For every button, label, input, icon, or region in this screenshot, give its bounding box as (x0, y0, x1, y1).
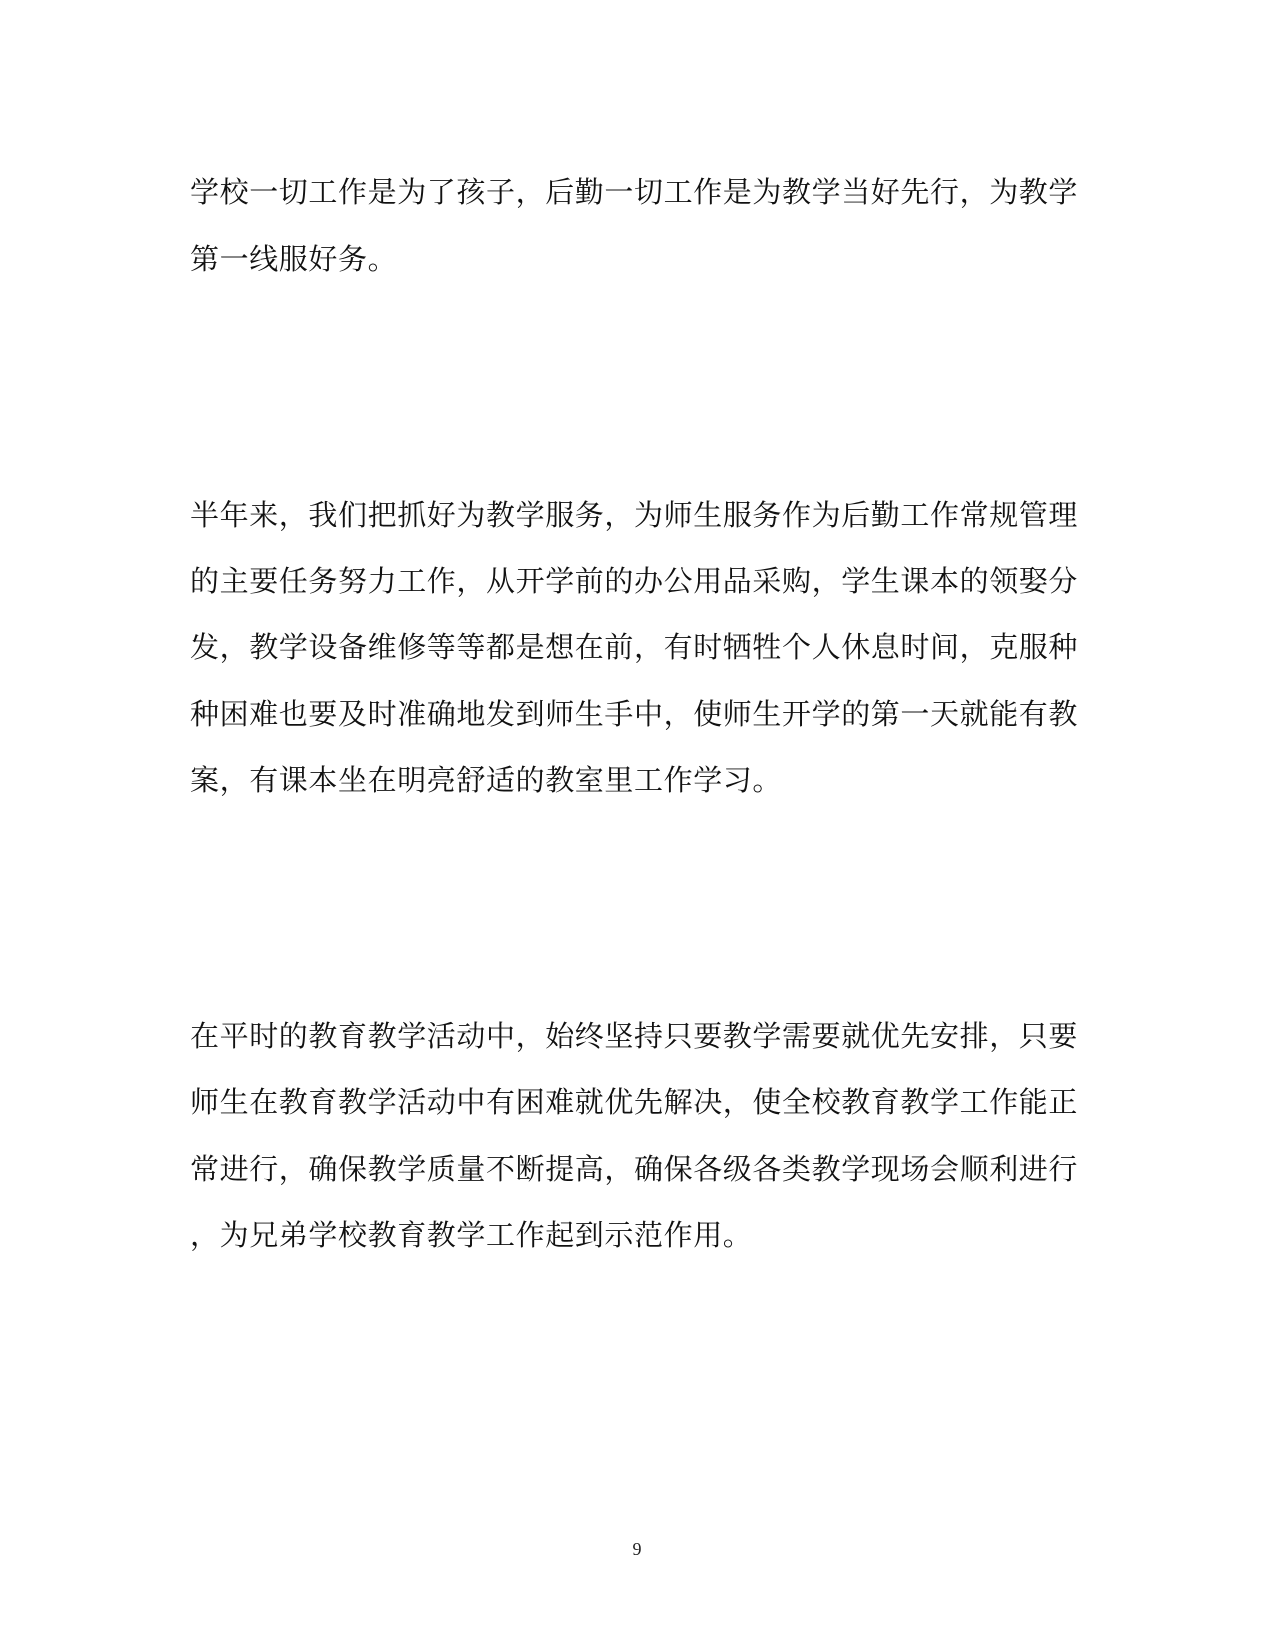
paragraph-line: 师生在教育教学活动中有困难就优先解决，使全校教育教学工作能正 (190, 1085, 1079, 1119)
paragraph-line: 种困难也要及时准确地发到师生手中，使师生开学的第一天就能有教 (190, 697, 1079, 731)
paragraph-line: 半年来，我们把抓好为教学服务，为师生服务作为后勤工作常规管理 (190, 498, 1079, 532)
paragraph-line: 常进行，确保教学质量不断提高，确保各级各类教学现场会顺利进行 (190, 1152, 1079, 1186)
paragraph-line: 第一线服好务。 (190, 242, 398, 276)
paragraph-line: 发，教学设备维修等等都是想在前，有时牺牲个人休息时间，克服种 (190, 630, 1079, 664)
paragraph-line: 案，有课本坐在明亮舒适的教室里工作学习。 (190, 763, 783, 797)
page-number: 9 (632, 1539, 642, 1559)
paragraph-line: 学校一切工作是为了孩子，后勤一切工作是为教学当好先行，为教学 (190, 175, 1079, 209)
paragraph-line: 在平时的教育教学活动中，始终坚持只要教学需要就优先安排，只要 (190, 1019, 1079, 1053)
paragraph-line: 的主要任务努力工作，从开学前的办公用品采购，学生课本的领娶分 (190, 564, 1079, 598)
paragraph-line: ，为兄弟学校教育教学工作起到示范作用。 (190, 1218, 753, 1252)
